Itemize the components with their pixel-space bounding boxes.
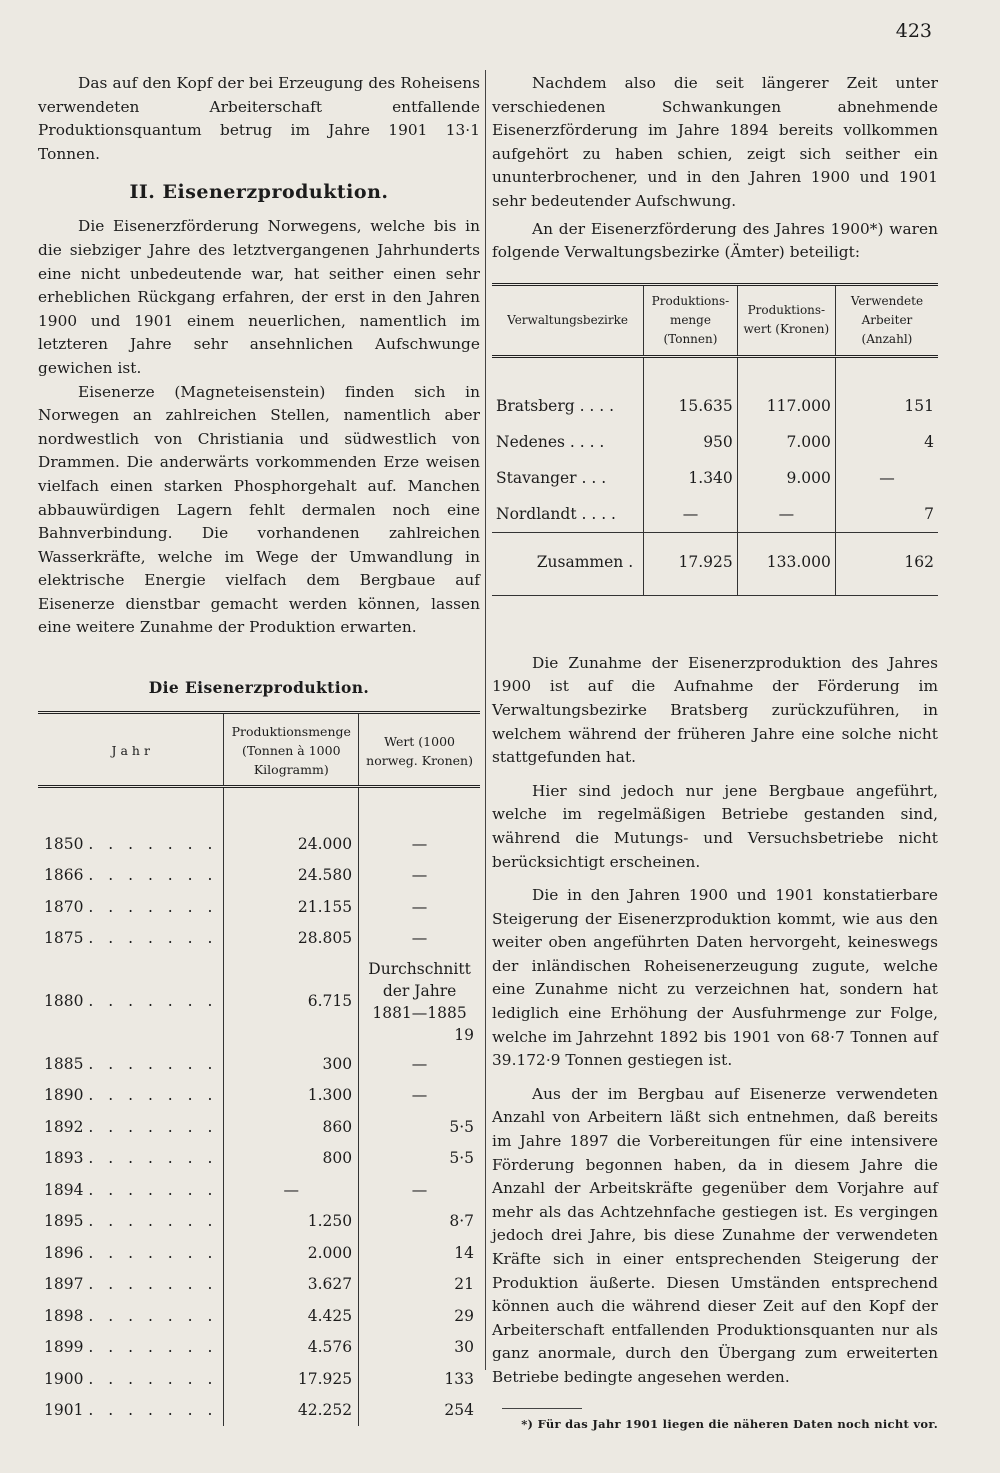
- year-cell: 1880: [44, 992, 84, 1011]
- quantity-cell: —: [224, 1174, 359, 1206]
- quantity-cell: 17.925: [224, 1363, 359, 1395]
- column-header-quantity: Produktions-menge (Tonnen): [644, 284, 738, 356]
- year-cell: 1875: [44, 929, 84, 948]
- body-paragraph: Die in den Jahren 1900 und 1901 konstatierbare Steigerung der Eisenerzproduktion kommt, wie aus den weiter oben angeführten Daten hervorgeht, keineswegs der inländischen Roheisenerzeugung zugute, welche eine Zunahme nicht zu verzeichnen hat, sondern hat lediglich eine Erhöhung der Ausfuhrmenge zur Folge, welche im Jahrzehnt 1892 bis 1901 von 68·7 Tonnen auf 39.172·9 Tonnen gestiegen ist.: [492, 886, 938, 1070]
- value-cell: 117.000: [737, 356, 835, 424]
- page-number: 423: [895, 20, 932, 42]
- value-cell: 8·7: [359, 1206, 480, 1238]
- table-row: 1900 . . . . . . . 17.925 133: [38, 1363, 480, 1395]
- production-table: [38, 711, 480, 1426]
- year-cell: 1866: [44, 866, 84, 885]
- total-quantity: 17.925: [644, 532, 738, 595]
- workers-cell: 7: [835, 496, 938, 533]
- value-cell: —: [359, 1174, 480, 1206]
- table-row: 1880 . . . . . . . 6.715 Durchschnitt der Jahre 1881—1885 19: [38, 954, 480, 1048]
- quantity-cell: 1.340: [644, 460, 738, 496]
- table-row: 1894 . . . . . . . — —: [38, 1174, 480, 1206]
- workers-cell: —: [835, 460, 938, 496]
- quantity-cell: 21.155: [224, 891, 359, 923]
- table-row: 1892 . . . . . . . 860 5·5: [38, 1111, 480, 1143]
- body-paragraph: An der Eisenerzförderung des Jahres 1900*) waren folgende Verwaltungsbezirke (Ämter) beteiligt:: [492, 219, 938, 262]
- value-cell: 133: [359, 1363, 480, 1395]
- year-cell: 1899: [44, 1338, 84, 1357]
- year-cell: 1892: [44, 1117, 84, 1136]
- quantity-cell: —: [644, 496, 738, 533]
- quantity-cell: 860: [224, 1111, 359, 1143]
- value-cell: 29: [359, 1300, 480, 1332]
- workers-cell: 151: [835, 356, 938, 424]
- table-row: 1895 . . . . . . . 1.250 8·7: [38, 1206, 480, 1238]
- table-row: [492, 424, 938, 460]
- year-cell: 1897: [44, 1275, 84, 1294]
- value-cell: 30: [359, 1332, 480, 1364]
- value-cell: 5·5: [359, 1143, 480, 1175]
- value-cell: 21: [359, 1269, 480, 1301]
- table-row: 1901 . . . . . . . 42.252 254: [38, 1395, 480, 1427]
- right-column: [492, 72, 938, 1431]
- table-row: [492, 356, 938, 424]
- value-cell: —: [359, 923, 480, 955]
- year-cell: 1890: [44, 1086, 84, 1105]
- value-cell: —: [737, 496, 835, 533]
- value-cell: —: [359, 787, 480, 860]
- section-heading: II. Eisenerzproduktion.: [129, 181, 389, 204]
- column-header-value: Wert (1000 norweg. Kronen): [359, 713, 480, 787]
- quantity-cell: 300: [224, 1048, 359, 1080]
- table-row: 1898 . . . . . . . 4.425 29: [38, 1300, 480, 1332]
- footnote: *) Für das Jahr 1901 liegen die näheren Daten noch nicht vor.: [521, 1416, 938, 1431]
- body-paragraph: Hier sind jedoch nur jene Bergbaue angeführt, welche im regelmäßigen Betriebe gestanden sind, während die Mutungs- und Versuchsbetriebe nicht berücksichtigt erscheinen.: [492, 781, 938, 871]
- body-paragraph: Die Eisenerzförderung Norwegens, welche bis in die siebziger Jahre des letztvergangenen Jahrhunderts eine nicht unbedeutende war, hat seither einen sehr erheblichen Rückgang erfahren, der erst in den Jahren 1900 und 1901 einem neuerlichen, namentlich im letzteren Jahre sehr ansehnlichen Aufschwunge gewichen ist.: [38, 217, 480, 377]
- table-row: 1875 . . . . . . . 28.805 —: [38, 923, 480, 955]
- workers-cell: 4: [835, 424, 938, 460]
- body-paragraph: Die Zunahme der Eisenerzproduktion des Jahres 1900 ist auf die Aufnahme der Förderung im Verwaltungsbezirke Bratsberg zurückzuführen, in welchem während der früheren Jahre eine solche nicht stattgefunden hat.: [492, 653, 938, 767]
- table-row: 1870 . . . . . . . 21.155 —: [38, 891, 480, 923]
- quantity-cell: 1.250: [224, 1206, 359, 1238]
- value-cell: —: [359, 1048, 480, 1080]
- quantity-cell: 24.000: [224, 787, 359, 860]
- table-row: 1896 . . . . . . . 2.000 14: [38, 1237, 480, 1269]
- table-row: 1885 . . . . . . . 300 —: [38, 1048, 480, 1080]
- table-row: 1890 . . . . . . . 1.300 —: [38, 1080, 480, 1112]
- value-cell: 254: [359, 1395, 480, 1427]
- year-cell: 1894: [44, 1180, 84, 1199]
- column-header-value: Produktions-wert (Kronen): [737, 284, 835, 356]
- value-cell: 14: [359, 1237, 480, 1269]
- value-cell: —: [359, 1080, 480, 1112]
- district-cell: Bratsberg . . . .: [496, 396, 615, 415]
- year-cell: 1898: [44, 1306, 84, 1325]
- quantity-cell: 4.425: [224, 1300, 359, 1332]
- left-column: [38, 72, 480, 1426]
- intro-paragraph: Das auf den Kopf der bei Erzeugung des Roheisens verwendeten Arbeiterschaft entfallende Produktionsquantum betrug im Jahre 1901 13·1 Tonnen.: [38, 74, 480, 163]
- district-cell: Nordlandt . . . .: [496, 504, 616, 523]
- table-row: [492, 460, 938, 496]
- column-header-year: J a h r: [38, 713, 224, 787]
- year-cell: 1870: [44, 897, 84, 916]
- total-workers: 162: [835, 532, 938, 595]
- column-divider: [485, 70, 486, 1370]
- table-row: [492, 496, 938, 533]
- table-row: 1899 . . . . . . . 4.576 30: [38, 1332, 480, 1364]
- body-paragraph: Aus der im Bergbau auf Eisenerze verwendeten Anzahl von Arbeitern läßt sich entnehmen, daß bereits im Jahre 1897 die Vorbereitungen für eine intensivere Förderung begonnen haben, da in diesem Jahre die Anzahl der Arbeitskräfte gegenüber dem Vorjahre auf mehr als das Achtzehnfache gestiegen ist. Es vergingen jedoch drei Jahre, bis diese Zunahme der verwendeten Kräfte sich in einer entsprechenden Steigerung der Produktion äußerte. Diesen Umständen entsprechend können auch die während dieser Zeit auf den Kopf der Arbeiterschaft entfallenden Produktionsquanten nur als ganz anormale, durch den Übergang zum erweiterten Betriebe bedingte angesehen werden.: [492, 1084, 938, 1386]
- body-paragraph: Nachdem also die seit längerer Zeit unter verschiedenen Schwankungen abnehmende Eisenerzförderung im Jahre 1894 bereits vollkommen aufgehört zu haben schien, zeigt sich seither ein ununterbrochener, und in den Jahren 1900 und 1901 sehr bedeutender Aufschwung.: [492, 74, 938, 210]
- table-title: Die Eisenerzproduktion.: [148, 678, 370, 698]
- column-header-quantity: Produktionsmenge (Tonnen à 1000 Kilogramm): [224, 713, 359, 787]
- table-row: 1850 . . . . . . . 24.000 —: [38, 787, 480, 860]
- column-header-district: Verwaltungsbezirke: [492, 284, 644, 356]
- total-value: 133.000: [737, 532, 835, 595]
- quantity-cell: 800: [224, 1143, 359, 1175]
- district-cell: Stavanger . . .: [496, 468, 607, 487]
- quantity-cell: 28.805: [224, 923, 359, 955]
- quantity-cell: 24.580: [224, 860, 359, 892]
- year-cell: 1901: [44, 1401, 84, 1420]
- value-cell: 7.000: [737, 424, 835, 460]
- table-row: 1866 . . . . . . . 24.580 —: [38, 860, 480, 892]
- year-cell: 1885: [44, 1054, 84, 1073]
- quantity-cell: 3.627: [224, 1269, 359, 1301]
- body-paragraph: Eisenerze (Magneteisenstein) finden sich in Norwegen an zahlreichen Stellen, namentlich aber nordwestlich von Christiania und südwestlich von Drammen. Die anderwärts vorkommenden Erze weisen vielfach einen starken Phosphorgehalt auf. Manchen abbauwürdigen Lagern fehlt dermalen noch eine Bahnverbindung. Die vorhandenen zahlreichen Wasserkräfte, welche im Wege der Umwandlung in elektrische Energie vielfach dem Bergbaue auf Eisenerze dienstbar gemacht werden können, lassen eine weitere Zunahme der Produktion erwarten.: [38, 382, 480, 637]
- district-table: [492, 283, 938, 595]
- average-note-cell: Durchschnitt der Jahre 1881—1885 19: [359, 954, 480, 1048]
- column-header-workers: Verwendete Arbeiter (Anzahl): [835, 284, 938, 356]
- value-cell: 9.000: [737, 460, 835, 496]
- footnote-rule: [502, 1408, 582, 1409]
- year-cell: 1896: [44, 1243, 84, 1262]
- district-cell: Nedenes . . . .: [496, 432, 605, 451]
- quantity-cell: 2.000: [224, 1237, 359, 1269]
- total-row: [492, 532, 938, 595]
- quantity-cell: 6.715: [224, 954, 359, 1048]
- quantity-cell: 15.635: [644, 356, 738, 424]
- value-cell: —: [359, 891, 480, 923]
- value-cell: 5·5: [359, 1111, 480, 1143]
- quantity-cell: 42.252: [224, 1395, 359, 1427]
- year-cell: 1893: [44, 1149, 84, 1168]
- year-cell: 1900: [44, 1369, 84, 1388]
- table-row: 1897 . . . . . . . 3.627 21: [38, 1269, 480, 1301]
- quantity-cell: 950: [644, 424, 738, 460]
- quantity-cell: 4.576: [224, 1332, 359, 1364]
- quantity-cell: 1.300: [224, 1080, 359, 1112]
- total-label: Zusammen .: [492, 532, 644, 595]
- year-cell: 1850: [44, 834, 84, 853]
- value-cell: —: [359, 860, 480, 892]
- year-cell: 1895: [44, 1212, 84, 1231]
- table-row: 1893 . . . . . . . 800 5·5: [38, 1143, 480, 1175]
